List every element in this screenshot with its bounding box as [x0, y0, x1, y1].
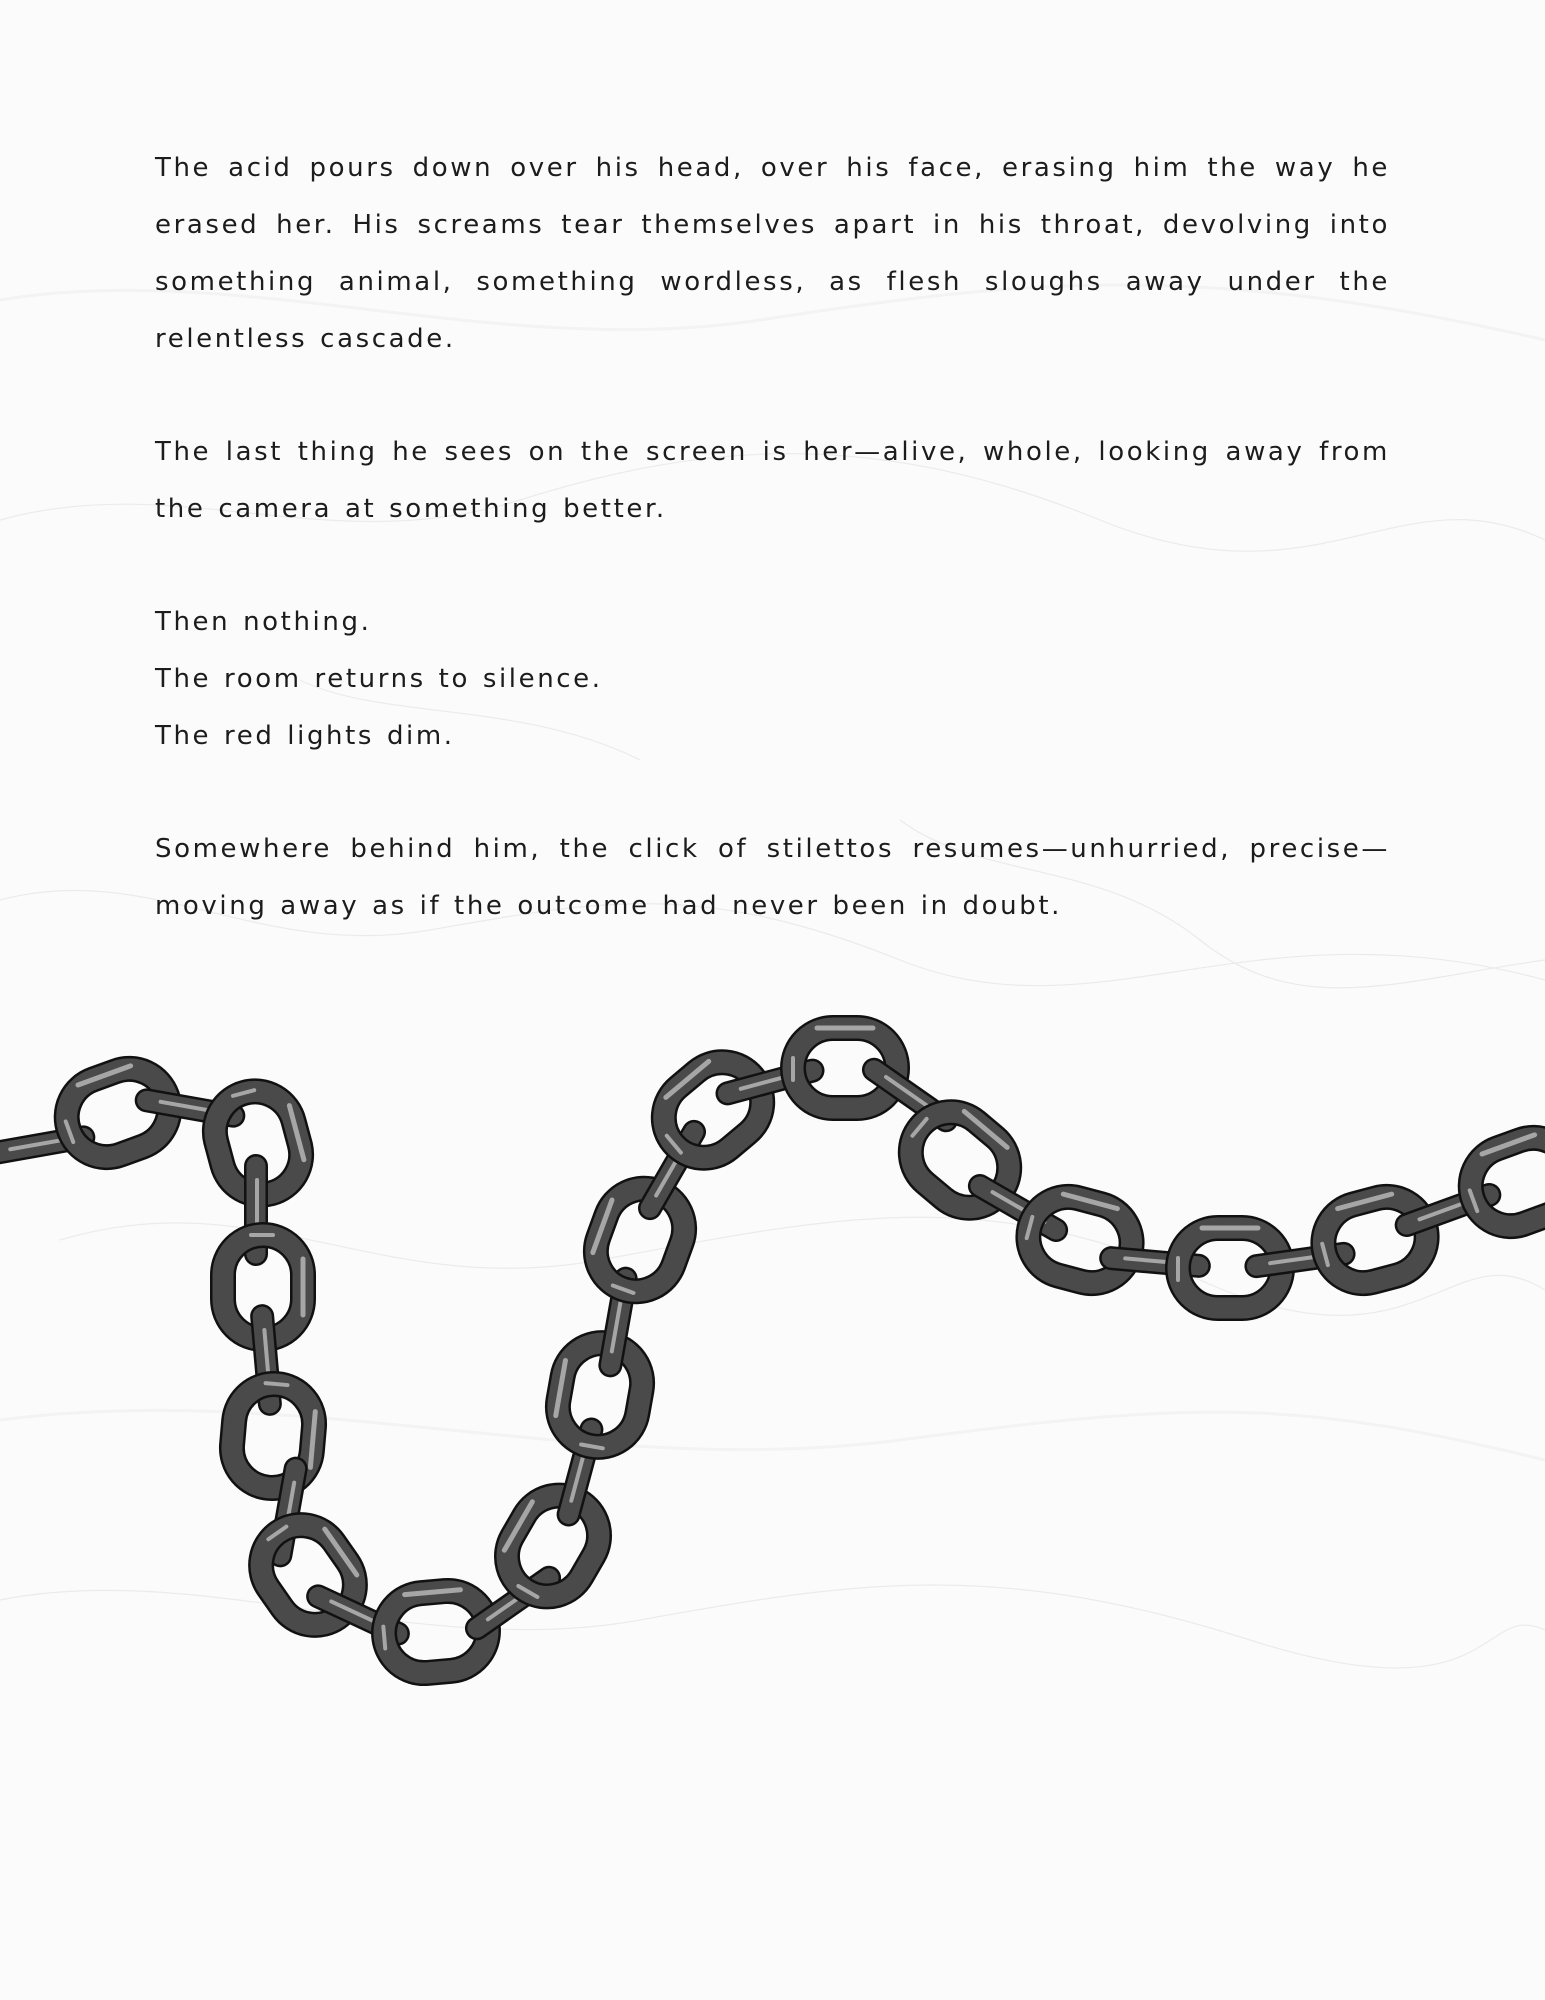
- chain-link: [552, 1337, 649, 1453]
- chain-link: [1019, 1188, 1140, 1292]
- stanza-silence: [155, 594, 1390, 765]
- paragraph-stilettos: Somewhere behind him, the click of stilettos resumes—unhurried, precise—moving away as if the outcome had never been in doubt.: [155, 834, 1390, 921]
- stanza-line: The red lights dim.: [155, 721, 455, 751]
- paragraph-acid: The acid pours down over his head, over his face, erasing him the way he erased her. His screams tear themselves apart in his throat, devolving into something animal, something wordless, as flesh sloughs away under the relentless cascade.: [155, 153, 1390, 354]
- chain-icon: [0, 1000, 1545, 1720]
- chain-link: [1314, 1188, 1435, 1292]
- chain-link: [647, 1046, 778, 1174]
- chain-link: [492, 1481, 613, 1611]
- story-text: [155, 140, 1390, 935]
- stanza-line: The room returns to silence.: [155, 664, 603, 694]
- chain-link: [585, 1177, 696, 1302]
- stanza-line: Then nothing.: [155, 607, 372, 637]
- chain-link: [1459, 1127, 1545, 1238]
- paragraph-last-sight: The last thing he sees on the screen is her—alive, whole, looking away from the camera at something better.: [155, 437, 1390, 524]
